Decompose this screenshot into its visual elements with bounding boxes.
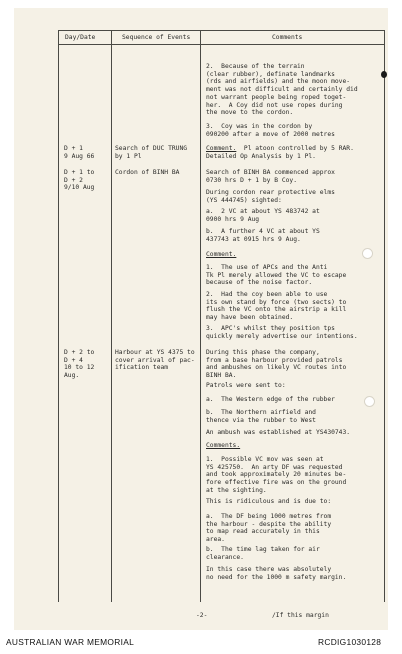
table-header-rule bbox=[58, 44, 384, 45]
cordon-sighting-text: During cordon rear protective elms (YS 444745) sighted: bbox=[206, 189, 335, 204]
date-entry-3: D + 2 to D + 4 10 to 12 Aug. bbox=[64, 349, 95, 380]
table-top-rule bbox=[58, 30, 384, 31]
comment-arty-2b: b. The time lag taken for air clearance. bbox=[206, 546, 320, 561]
patrol-b: b. The Northern airfield and thence via the rubber to West bbox=[206, 409, 316, 424]
footer-archive-name: AUSTRALIAN WAR MEMORIAL bbox=[6, 637, 135, 647]
comment-arty-2: This is ridiculous and is due to: bbox=[206, 498, 332, 505]
binder-hole-top bbox=[381, 71, 387, 78]
comment-arty-3: In this case there was absolutely no need for the 1000 m safety margin. bbox=[206, 566, 347, 581]
comment-label-2: Comment. bbox=[206, 251, 237, 258]
comment-apc-2: 2. Had the coy been able to use its own stand by force (two sects) to flush the VC onto the airstrip a kill may have been obtained. bbox=[206, 291, 347, 322]
comment-arty-2a: a. The DF being 1000 metres from the harbour - despite the ability to map read accurately in this area. bbox=[206, 513, 332, 544]
harbour-phase-text: During this phase the company, from a base harbour provided patrols and ambushes on likely VC routes into BINH BA. bbox=[206, 349, 347, 380]
footer-record-id: RCDIG1030128 bbox=[318, 637, 382, 647]
comment-text-1: Pl atoon controlled by 5 RAR. Detailed Op Analysis by 1 Pl. bbox=[206, 145, 354, 160]
header-day-date: Day/Date bbox=[65, 34, 96, 41]
cordon-search-text: Search of BINH BA commenced approx 0730 hrs D + 1 by B Coy. bbox=[206, 169, 335, 184]
column-rule-1 bbox=[111, 30, 112, 602]
event-entry-1: Search of DUC TRUNG by 1 Pl bbox=[115, 145, 188, 160]
binder-hole-bottom bbox=[364, 396, 375, 407]
comment-apc-3: 3. APC's whilst they position tps quickly merely advertise our intentions. bbox=[206, 325, 358, 340]
event-entry-3: Harbour at YS 4375 to cover arrival of pac- ification team bbox=[115, 349, 195, 372]
document-page bbox=[14, 8, 388, 630]
comment-label-3: Comments. bbox=[206, 442, 241, 449]
sighting-b: b. A further 4 VC at about YS 437743 at 0915 hrs 9 Aug. bbox=[206, 228, 320, 243]
ambush-text: An ambush was established at YS430743. bbox=[206, 429, 351, 436]
date-entry-1: D + 1 9 Aug 66 bbox=[64, 145, 95, 160]
comment-label-1: Comment. bbox=[206, 145, 237, 152]
header-sequence-of-events: Sequence of Events bbox=[122, 34, 191, 41]
patrols-text: Patrols were sent to: bbox=[206, 382, 286, 389]
sighting-a: a. 2 VC at about YS 483742 at 0900 hrs 9 Aug bbox=[206, 208, 320, 223]
header-comments: Comments bbox=[272, 34, 303, 41]
comment-arty-1: 1. Possible VC mov was seen at YS 425750. An arty DF was requested and took approximately 20 minutes be- fore effective fire was on the ground at the sighting. bbox=[206, 456, 347, 494]
binder-hole-middle bbox=[362, 248, 373, 259]
comment-apc-1: 1. The use of APCs and the Anti Tk Pl merely allowed the VC to escape because of the noise factor. bbox=[206, 264, 347, 287]
comment-block-1 bbox=[206, 145, 354, 160]
continuation-note: /If this margin bbox=[272, 612, 329, 619]
comment-para-3: 3. Coy was in the cordon by 090200 after a move of 2000 metres bbox=[206, 123, 335, 138]
page-number: -2- bbox=[196, 612, 208, 619]
column-rule-right bbox=[384, 30, 385, 602]
date-entry-2: D + 1 to D + 2 9/10 Aug bbox=[64, 169, 95, 192]
patrol-a: a. The Western edge of the rubber bbox=[206, 396, 335, 403]
column-rule-2 bbox=[200, 30, 201, 602]
comment-para-2: 2. Because of the terrain (clear rubber), definate landmarks (rds and airfields) and the moon move- ment was not difficult and certainly did not warrant people being roped toget- her. A Coy did not use ropes during the move to the cordon. bbox=[206, 63, 358, 117]
column-rule-left bbox=[58, 30, 59, 602]
event-entry-2: Cordon of BINH BA bbox=[115, 169, 180, 176]
